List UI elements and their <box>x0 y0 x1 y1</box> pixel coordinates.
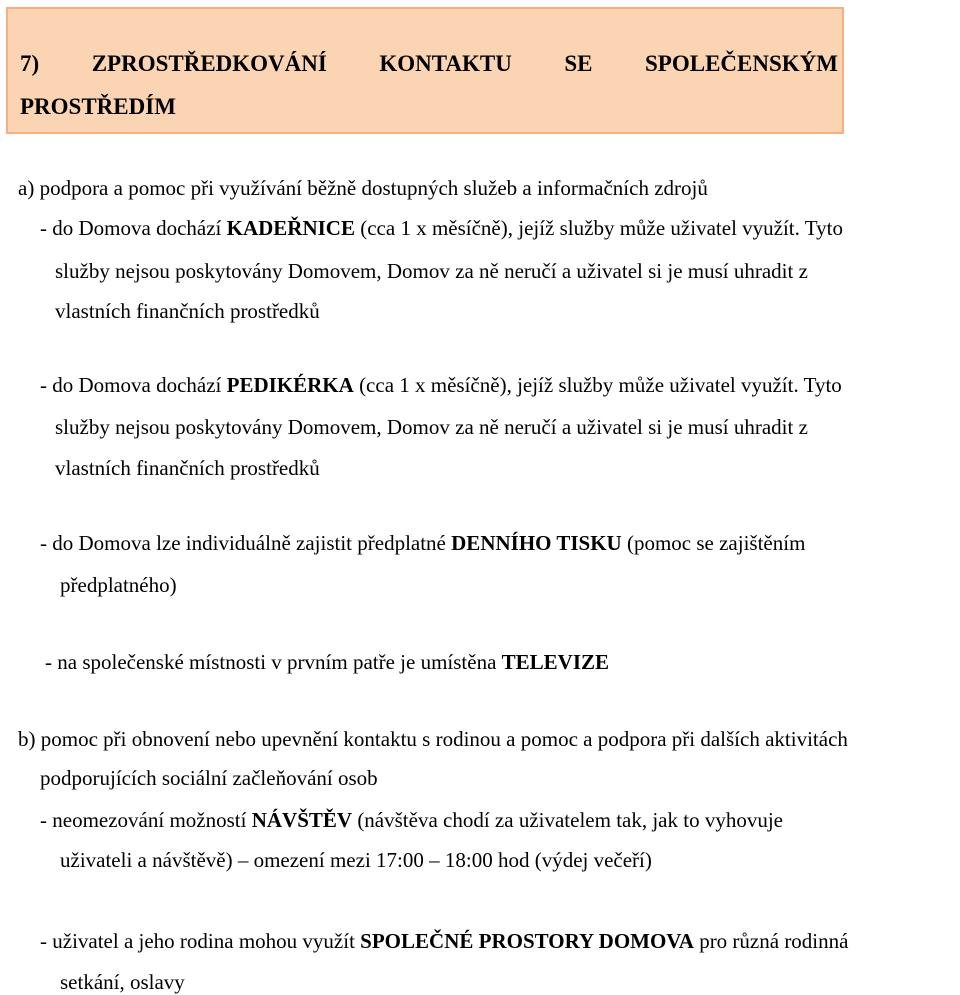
keyword-navstevy: NÁVŠTĚV <box>251 808 353 832</box>
paragraph-prostory-line1: - uživatel a jeho rodina mohou využít SPOLEČNÉ PROSTORY DOMOVA pro různá rodinná <box>40 929 849 953</box>
paragraph-tisk-line2: předplatného) <box>60 573 177 597</box>
paragraph-televize: - na společenské místnosti v prvním patře je umístěna TELEVIZE <box>45 650 610 674</box>
keyword-spolecne-prostory: SPOLEČNÉ PROSTORY DOMOVA <box>360 929 694 953</box>
paragraph-pedikerka-line1: - do Domova dochází PEDIKÉRKA (cca 1 x měsíčně), jejíž služby může uživatel využít. Tyto <box>40 373 842 397</box>
paragraph-kadernice-line2: služby nejsou poskytovány Domovem, Domov za ně neručí a uživatel si je musí uhradit z <box>55 259 808 283</box>
section-heading-line2: PROSTŘEDÍM <box>20 94 176 119</box>
paragraph-pedikerka-line3: vlastních finančních prostředků <box>55 456 320 480</box>
keyword-kadernice: KADEŘNICE <box>226 216 355 240</box>
subsection-b-title-line2: podporujících sociální začleňování osob <box>40 766 378 790</box>
paragraph-navstevy-line2: uživateli a návštěvě) – omezení mezi 17:00 – 18:00 hod (výdej večeří) <box>60 848 652 872</box>
paragraph-kadernice-line1: - do Domova dochází KADEŘNICE (cca 1 x měsíčně), jejíž služby může uživatel využít. Tyto <box>40 216 843 240</box>
heading-word: SPOLEČENSKÝM <box>645 51 838 76</box>
keyword-denni-tisk: DENNÍHO TISKU <box>451 531 622 555</box>
heading-word: SE <box>564 51 593 76</box>
keyword-pedikerka: PEDIKÉRKA <box>226 373 354 397</box>
paragraph-navstevy-line1: - neomezování možností NÁVŠTĚV (návštěva chodí za uživatelem tak, jak to vyhovuje <box>40 808 783 832</box>
section-heading-line1 <box>20 51 838 77</box>
paragraph-prostory-line2: setkání, oslavy <box>60 970 185 994</box>
paragraph-pedikerka-line2: služby nejsou poskytovány Domovem, Domov za ně neručí a uživatel si je musí uhradit z <box>55 415 808 439</box>
heading-number: 7) <box>20 51 40 76</box>
keyword-televize: TELEVIZE <box>501 650 610 674</box>
heading-word: ZPROSTŘEDKOVÁNÍ <box>91 51 327 76</box>
section-heading-box <box>6 7 844 134</box>
paragraph-tisk-line1: - do Domova lze individuálně zajistit předplatné DENNÍHO TISKU (pomoc se zajištěním <box>40 531 806 555</box>
subsection-b-title-line1: b) pomoc při obnovení nebo upevnění kontaktu s rodinou a pomoc a podpora při dalších aktivitách <box>18 727 848 751</box>
paragraph-kadernice-line3: vlastních finančních prostředků <box>55 299 320 323</box>
subsection-a-title: a) podpora a pomoc při využívání běžně dostupných služeb a informačních zdrojů <box>18 176 708 200</box>
heading-word: KONTAKTU <box>379 51 512 76</box>
